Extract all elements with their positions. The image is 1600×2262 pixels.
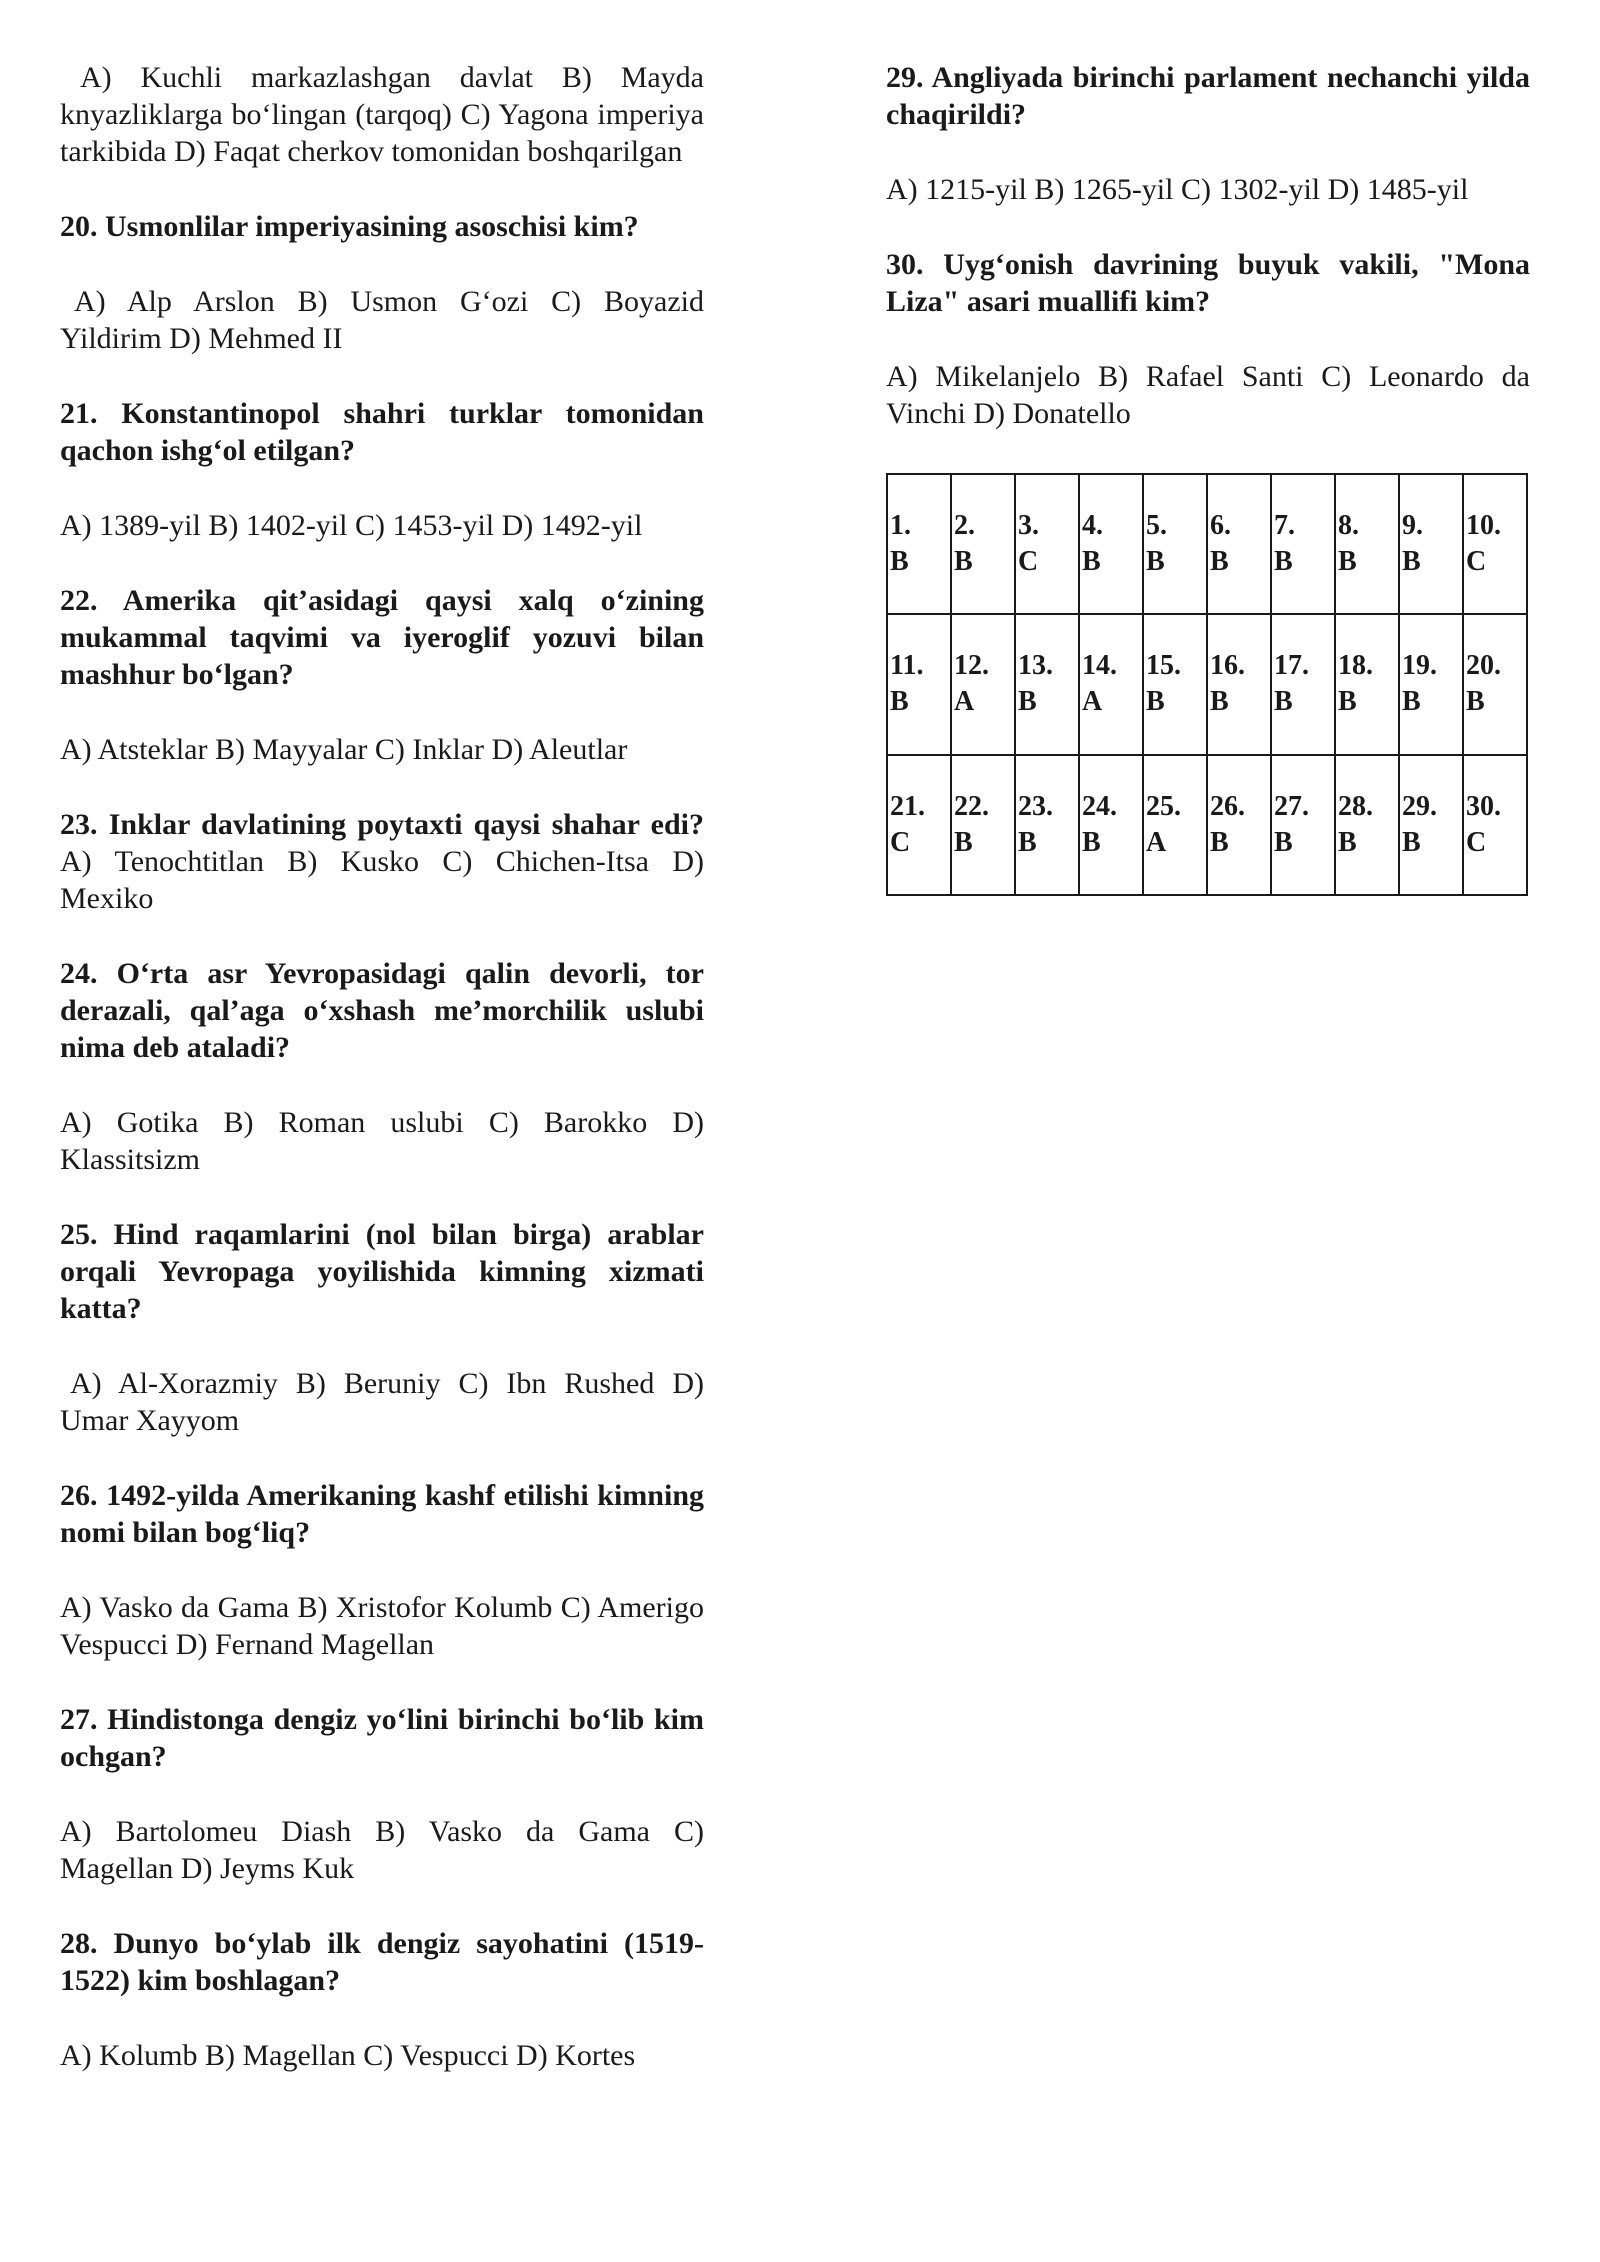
answer-key-cell	[1079, 755, 1143, 895]
answer-key-letter: A	[954, 686, 975, 718]
answer-key-body	[887, 474, 1527, 895]
answer-key-number: 16.	[1210, 650, 1245, 682]
answer-key-number: 24.	[1082, 790, 1117, 822]
answer-key-letter: B	[1274, 686, 1293, 718]
answer-key-letter: B	[1338, 546, 1357, 578]
answer-key-row	[887, 474, 1527, 614]
answer-key-number: 7.	[1274, 510, 1295, 542]
answer-key-letter: B	[1082, 826, 1101, 858]
answer-key-cell	[1207, 755, 1271, 895]
answer-key-number: 5.	[1146, 510, 1167, 542]
answer-key-cell	[1207, 474, 1271, 614]
answer-key-cell	[951, 614, 1015, 754]
answer-key-number: 29.	[1402, 790, 1437, 822]
q19-answer-options: A) Kuchli markazlashgan davlat B) Mayda knyazliklarga bo‘lingan (tarqoq) C) Yagona imperiya tarkibida D) Faqat cherkov tomonidan boshqarilgan	[60, 61, 704, 168]
answer-key-cell	[1015, 474, 1079, 614]
answer-key-letter: B	[1338, 686, 1357, 718]
q24-question: 24. O‘rta asr Yevropasidagi qalin devorli, tor derazali, qal’aga o‘xshash me’morchilik uslubi nima deb ataladi?	[60, 957, 704, 1064]
q21-answer-options: A) 1389-yil B) 1402-yil C) 1453-yil D) 1492-yil	[60, 509, 643, 542]
q29-question: 29. Angliyada birinchi parlament nechanchi yilda chaqirildi?	[886, 61, 1530, 131]
answer-key-number: 21.	[890, 790, 925, 822]
q22-answer-options: A) Atsteklar B) Mayyalar C) Inklar D) Aleutlar	[60, 733, 628, 766]
q23-question: 23. Inklar davlatining poytaxti qaysi shahar edi?	[60, 808, 704, 841]
answer-key-letter: B	[1466, 686, 1485, 718]
answer-key-letter: B	[1082, 546, 1101, 578]
answer-key-cell	[1015, 755, 1079, 895]
answer-key-number: 27.	[1274, 790, 1309, 822]
answer-key-number: 3.	[1018, 510, 1039, 542]
answer-key-letter: B	[1210, 686, 1229, 718]
answer-key-letter: A	[1082, 686, 1103, 718]
answer-key-cell	[1079, 474, 1143, 614]
q25-question: 25. Hind raqamlarini (nol bilan birga) arablar orqali Yevropaga yoyilishida kimning xizmati katta?	[60, 1218, 704, 1325]
answer-key-cell	[1335, 614, 1399, 754]
answer-key-number: 17.	[1274, 650, 1309, 682]
answer-key-cell	[1335, 474, 1399, 614]
answer-key-letter: B	[1146, 686, 1165, 718]
q30-answer-options: A) Mikelanjelo B) Rafael Santi C) Leonardo da Vinchi D) Donatello	[886, 360, 1530, 430]
answer-key-letter: A	[1146, 826, 1167, 858]
answer-key-letter: B	[1018, 686, 1037, 718]
answer-key-letter: B	[1402, 686, 1421, 718]
answer-key-number: 10.	[1466, 510, 1501, 542]
answer-key-number: 8.	[1338, 510, 1359, 542]
answer-key-number: 11.	[890, 650, 924, 682]
answer-key-letter: B	[1146, 546, 1165, 578]
answer-key-row	[887, 755, 1527, 895]
q20-question: 20. Usmonlilar imperiyasining asoschisi kim?	[60, 210, 639, 243]
answer-key-letter: B	[1338, 826, 1357, 858]
answer-key-letter: B	[1018, 826, 1037, 858]
answer-key-letter: B	[1274, 826, 1293, 858]
answer-key-letter: C	[1466, 546, 1487, 578]
answer-key-cell	[951, 474, 1015, 614]
answer-key-cell	[1271, 755, 1335, 895]
answer-key-cell	[1463, 614, 1527, 754]
answer-key-cell	[1143, 755, 1207, 895]
answer-key-cell	[887, 614, 951, 754]
left-column	[60, 59, 704, 2074]
answer-key-cell	[1207, 614, 1271, 754]
answer-key-letter: B	[1210, 826, 1229, 858]
answer-key-number: 25.	[1146, 790, 1181, 822]
answer-key-cell	[1335, 755, 1399, 895]
q20-answer-options: A) Alp Arslon B) Usmon G‘ozi C) Boyazid Yildirim D) Mehmed II	[60, 285, 704, 355]
answer-key-number: 15.	[1146, 650, 1181, 682]
q28-answer-options: A) Kolumb B) Magellan C) Vespucci D) Kortes	[60, 2039, 636, 2072]
answer-key-number: 6.	[1210, 510, 1231, 542]
answer-key-letter: C	[1018, 546, 1039, 578]
answer-key-number: 14.	[1082, 650, 1117, 682]
answer-key-row	[887, 614, 1527, 754]
answer-key-cell	[1079, 614, 1143, 754]
answer-key-number: 26.	[1210, 790, 1245, 822]
answer-key-number: 1.	[890, 510, 911, 542]
answer-key-number: 4.	[1082, 510, 1103, 542]
q23-answer-options: A) Tenochtitlan B) Kusko C) Chichen-Itsa D) Mexiko	[60, 845, 704, 915]
q24-answer-options: A) Gotika B) Roman uslubi C) Barokko D) Klassitsizm	[60, 1106, 704, 1176]
answer-key-cell	[1463, 755, 1527, 895]
q25-answer-options: A) Al-Xorazmiy B) Beruniy C) Ibn Rushed D) Umar Xayyom	[60, 1367, 704, 1437]
answer-key-number: 20.	[1466, 650, 1501, 682]
answer-key-cell	[1399, 614, 1463, 754]
q29-answer-options: A) 1215-yil B) 1265-yil C) 1302-yil D) 1485-yil	[886, 173, 1469, 206]
answer-key-number: 13.	[1018, 650, 1053, 682]
answer-key-cell	[887, 755, 951, 895]
q22-question: 22. Amerika qit’asidagi qaysi xalq o‘zining mukammal taqvimi va iyeroglif yozuvi bilan mashhur bo‘lgan?	[60, 584, 704, 691]
q26-answer-options: A) Vasko da Gama B) Xristofor Kolumb C) Amerigo Vespucci D) Fernand Magellan	[60, 1591, 704, 1661]
answer-key-number: 30.	[1466, 790, 1501, 822]
answer-key-cell	[1271, 474, 1335, 614]
answer-key-number: 9.	[1402, 510, 1423, 542]
q27-question: 27. Hindistonga dengiz yo‘lini birinchi bo‘lib kim ochgan?	[60, 1703, 704, 1773]
answer-key-cell	[1015, 614, 1079, 754]
answer-key-letter: B	[890, 686, 909, 718]
answer-key-letter: B	[954, 826, 973, 858]
answer-key-number: 28.	[1338, 790, 1373, 822]
q27-answer-options: A) Bartolomeu Diash B) Vasko da Gama C) Magellan D) Jeyms Kuk	[60, 1815, 704, 1885]
answer-key-number: 23.	[1018, 790, 1053, 822]
answer-key-cell	[1399, 474, 1463, 614]
answer-key-number: 22.	[954, 790, 989, 822]
answer-key-letter: B	[1402, 826, 1421, 858]
answer-key-number: 18.	[1338, 650, 1373, 682]
answer-key-letter: B	[954, 546, 973, 578]
answer-key-number: 19.	[1402, 650, 1437, 682]
answer-key-letter: B	[1210, 546, 1229, 578]
answer-key-number: 2.	[954, 510, 975, 542]
answer-key-table	[886, 473, 1528, 896]
q21-question: 21. Konstantinopol shahri turklar tomonidan qachon ishg‘ol etilgan?	[60, 397, 704, 467]
answer-key-cell	[887, 474, 951, 614]
answer-key-letter: B	[890, 546, 909, 578]
answer-key-cell	[1271, 614, 1335, 754]
answer-key-letter: C	[890, 826, 911, 858]
q30-question: 30. Uyg‘onish davrining buyuk vakili, "Mona Liza" asari muallifi kim?	[886, 248, 1530, 318]
answer-key-number: 12.	[954, 650, 989, 682]
answer-key-cell	[1143, 614, 1207, 754]
q26-question: 26. 1492-yilda Amerikaning kashf etilishi kimning nomi bilan bog‘liq?	[60, 1479, 704, 1549]
right-column	[886, 59, 1530, 432]
q28-question: 28. Dunyo bo‘ylab ilk dengiz sayohatini (1519-1522) kim boshlagan?	[60, 1927, 704, 1997]
answer-key-cell	[951, 755, 1015, 895]
answer-key-letter: B	[1274, 546, 1293, 578]
answer-key-cell	[1399, 755, 1463, 895]
answer-key-letter: C	[1466, 826, 1487, 858]
answer-key-letter: B	[1402, 546, 1421, 578]
q23-block	[60, 806, 704, 917]
answer-key-cell	[1143, 474, 1207, 614]
answer-key-cell	[1463, 474, 1527, 614]
